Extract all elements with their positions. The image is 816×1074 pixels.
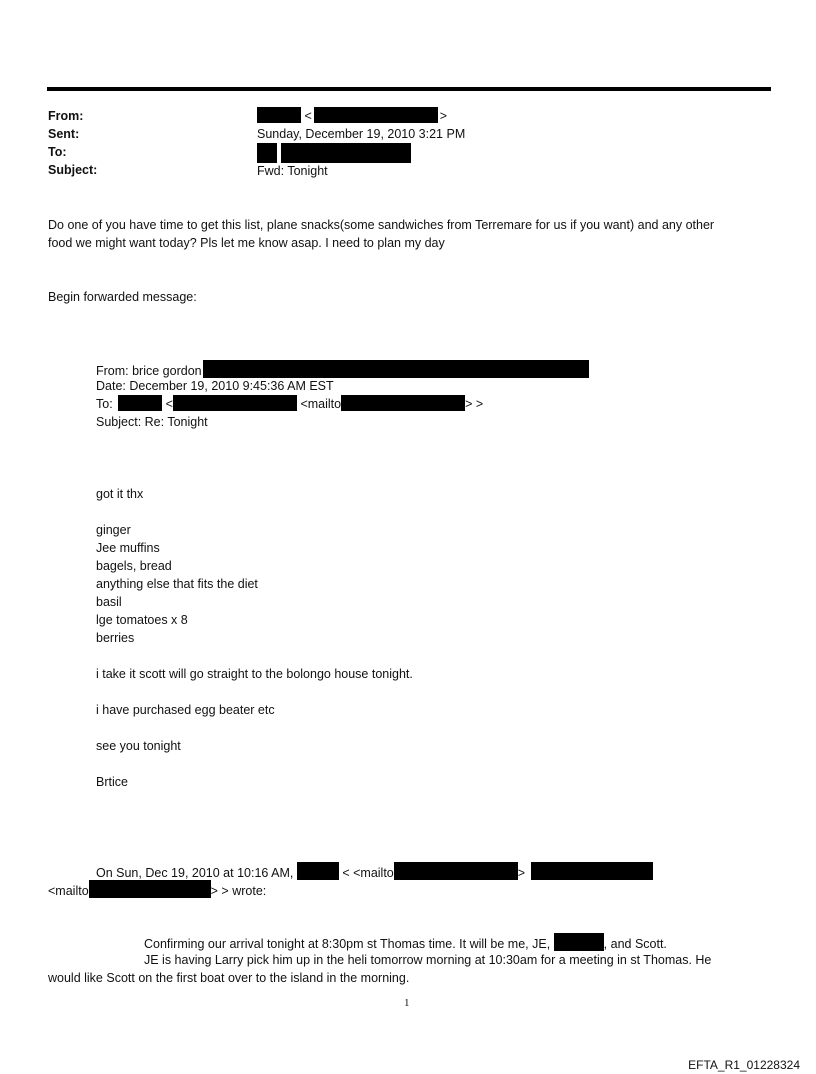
redaction-block <box>531 862 653 880</box>
redaction-block <box>89 880 211 898</box>
scott-line: i take it scott will go straight to the bolongo house tonight. <box>96 667 413 681</box>
redaction-block <box>173 395 297 411</box>
confirm-line: Confirming our arrival tonight at 8:30pm st Thomas time. It will be me, JE, , and Scott. <box>144 933 667 953</box>
je-line: JE is having Larry pick him up in the heli tomorrow morning at 10:30am for a meeting in st Thomas. He <box>144 953 712 967</box>
page-number: 1 <box>404 997 410 1009</box>
body-line: food we might want today? Pls let me know asap. I need to plan my day <box>48 236 445 250</box>
fwd-from: From: brice gordon <box>96 360 589 380</box>
see-you-line: see you tonight <box>96 739 181 753</box>
list-item: berries <box>96 631 135 645</box>
body-line: Do one of you have time to get this list, plane snacks(some sandwiches from Terremare for us if you want) and any other <box>48 218 715 232</box>
redaction-block <box>554 933 604 951</box>
redaction-block <box>394 862 518 880</box>
redaction-block <box>341 395 465 411</box>
egg-line: i have purchased egg beater etc <box>96 703 275 717</box>
from-value: < > <box>257 107 447 125</box>
sent-label: Sent: <box>48 127 80 141</box>
redaction-block <box>297 862 339 880</box>
redaction-block <box>281 143 411 163</box>
redaction-block <box>257 107 301 123</box>
list-item: bagels, bread <box>96 559 172 573</box>
document-id: EFTA_R1_01228324 <box>688 1058 800 1072</box>
quoted-header-line2: <mailto > > wrote: <box>48 880 266 900</box>
fwd-subject: Subject: Re: Tonight <box>96 415 208 429</box>
sent-value: Sunday, December 19, 2010 3:21 PM <box>257 127 466 141</box>
signoff: Brtice <box>96 775 128 789</box>
subject-value: Fwd: Tonight <box>257 164 328 178</box>
list-item: anything else that fits the diet <box>96 577 258 591</box>
got-it-line: got it thx <box>96 487 144 501</box>
fwd-date: Date: December 19, 2010 9:45:36 AM EST <box>96 379 334 393</box>
list-item: lge tomatoes x 8 <box>96 613 188 627</box>
to-label: To: <box>48 145 67 159</box>
from-label: From: <box>48 109 84 123</box>
redaction-block <box>314 107 438 123</box>
list-item: basil <box>96 595 122 609</box>
subject-label: Subject: <box>48 163 98 177</box>
quoted-header-line1: On Sun, Dec 19, 2010 at 10:16 AM, < <mailto > <box>96 862 653 882</box>
redaction-block <box>257 143 277 163</box>
would-like-line: would like Scott on the first boat over to the island in the morning. <box>48 971 410 985</box>
list-item: ginger <box>96 523 131 537</box>
redaction-block <box>118 395 162 411</box>
fwd-to: To: < <mailto > > <box>96 397 484 411</box>
header-rule <box>47 87 771 91</box>
begin-forwarded: Begin forwarded message: <box>48 290 197 304</box>
redaction-block <box>203 360 589 378</box>
list-item: Jee muffins <box>96 541 160 555</box>
